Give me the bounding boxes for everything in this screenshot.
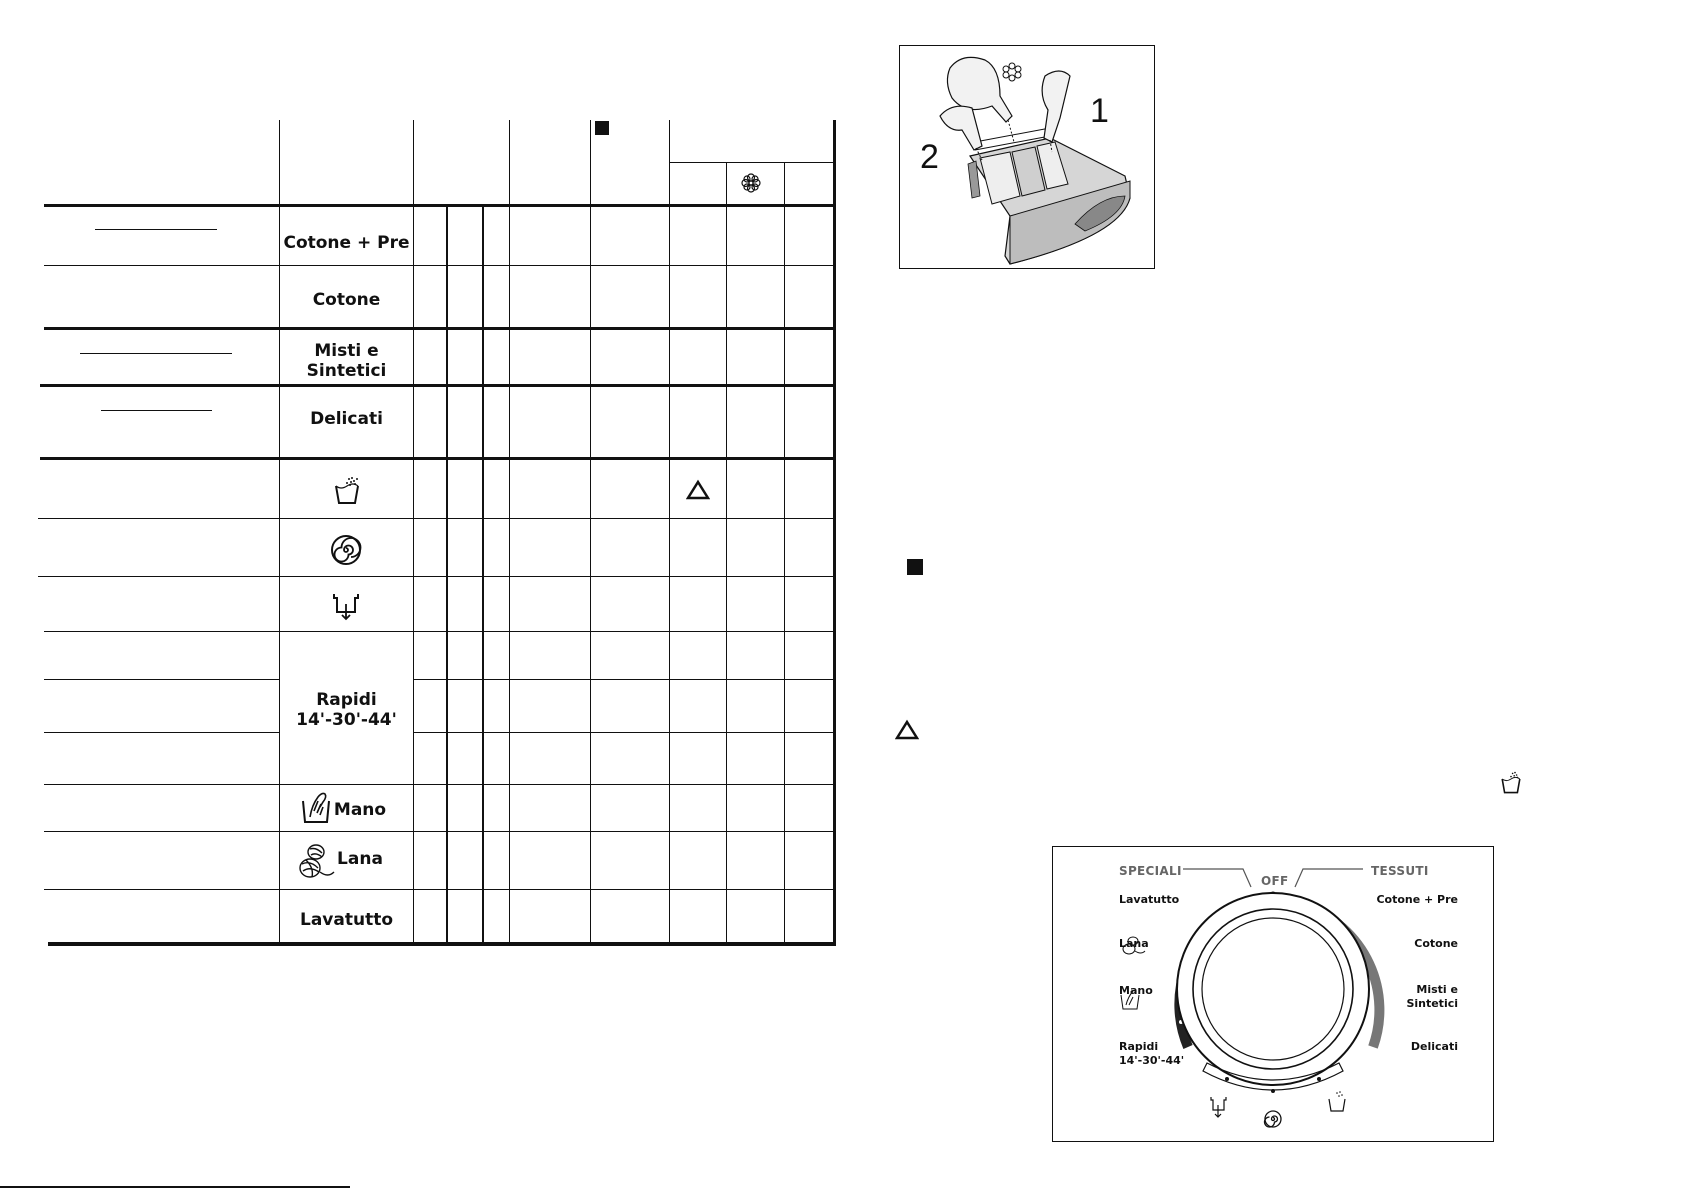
compartment-1-label: 1 xyxy=(1090,92,1109,130)
bottom-rule xyxy=(0,1186,350,1188)
program-misti-sintetici xyxy=(280,340,413,382)
row-divider-mark xyxy=(101,410,212,411)
hand-wash-icon xyxy=(300,789,332,825)
program-cotone-pre xyxy=(280,230,413,256)
dial-item-misti-sintetici: Misti e Sintetici xyxy=(1406,983,1458,1010)
program-rapidi xyxy=(280,688,413,732)
dial-item-rapidi: Rapidi 14'-30'-44' xyxy=(1119,1040,1185,1067)
program-label: Rapidi 14'-30'-44' xyxy=(296,690,397,730)
spin-icon xyxy=(330,534,362,566)
row-divider-mark xyxy=(80,353,232,354)
triangle-icon xyxy=(895,719,919,741)
program-dial-panel xyxy=(1052,846,1494,1142)
dial-item-delicati: Delicati xyxy=(1410,1040,1458,1053)
program-mano xyxy=(333,797,387,823)
dial-item-cotone: Cotone xyxy=(1414,937,1458,950)
drain-icon xyxy=(331,590,361,622)
square-marker-icon xyxy=(907,559,923,575)
program-delicati xyxy=(280,406,413,432)
program-label: Misti e Sintetici xyxy=(306,341,387,381)
triangle-icon xyxy=(686,479,710,501)
wool-icon xyxy=(294,838,336,882)
rinse-icon xyxy=(1329,1091,1345,1111)
flower-icon xyxy=(1003,63,1021,81)
row-divider-mark xyxy=(95,229,217,230)
dial-header-tessuti: TESSUTI xyxy=(1371,864,1429,878)
compartment-2-label: 2 xyxy=(920,138,939,176)
dispenser-figure xyxy=(899,45,1155,269)
program-lana xyxy=(334,846,386,872)
rinse-icon xyxy=(1498,771,1524,795)
dial-item-lana: Lana xyxy=(1119,937,1149,950)
square-marker-icon xyxy=(595,121,609,135)
program-label: Cotone + Pre xyxy=(283,233,410,253)
program-label: Mano xyxy=(333,800,387,820)
rinse-icon xyxy=(333,476,361,506)
program-cotone xyxy=(280,287,413,313)
program-label: Lavatutto xyxy=(299,910,394,930)
dial-item-mano: Mano xyxy=(1119,984,1153,997)
program-label: Cotone xyxy=(312,290,381,310)
dial-header-speciali: SPECIALI xyxy=(1119,864,1182,878)
spin-icon xyxy=(1265,1111,1282,1127)
program-table xyxy=(0,0,840,960)
program-label: Lana xyxy=(337,849,383,869)
detergent-drawer-illustration xyxy=(900,46,1154,268)
program-label: Delicati xyxy=(310,409,383,429)
softener-flower-icon xyxy=(740,172,762,194)
program-lavatutto xyxy=(280,907,413,933)
drain-icon xyxy=(1211,1097,1226,1117)
dial-item-lavatutto: Lavatutto xyxy=(1119,893,1180,906)
dial-off-label: OFF xyxy=(1261,874,1289,888)
dial-item-cotone-pre: Cotone + Pre xyxy=(1376,893,1458,906)
